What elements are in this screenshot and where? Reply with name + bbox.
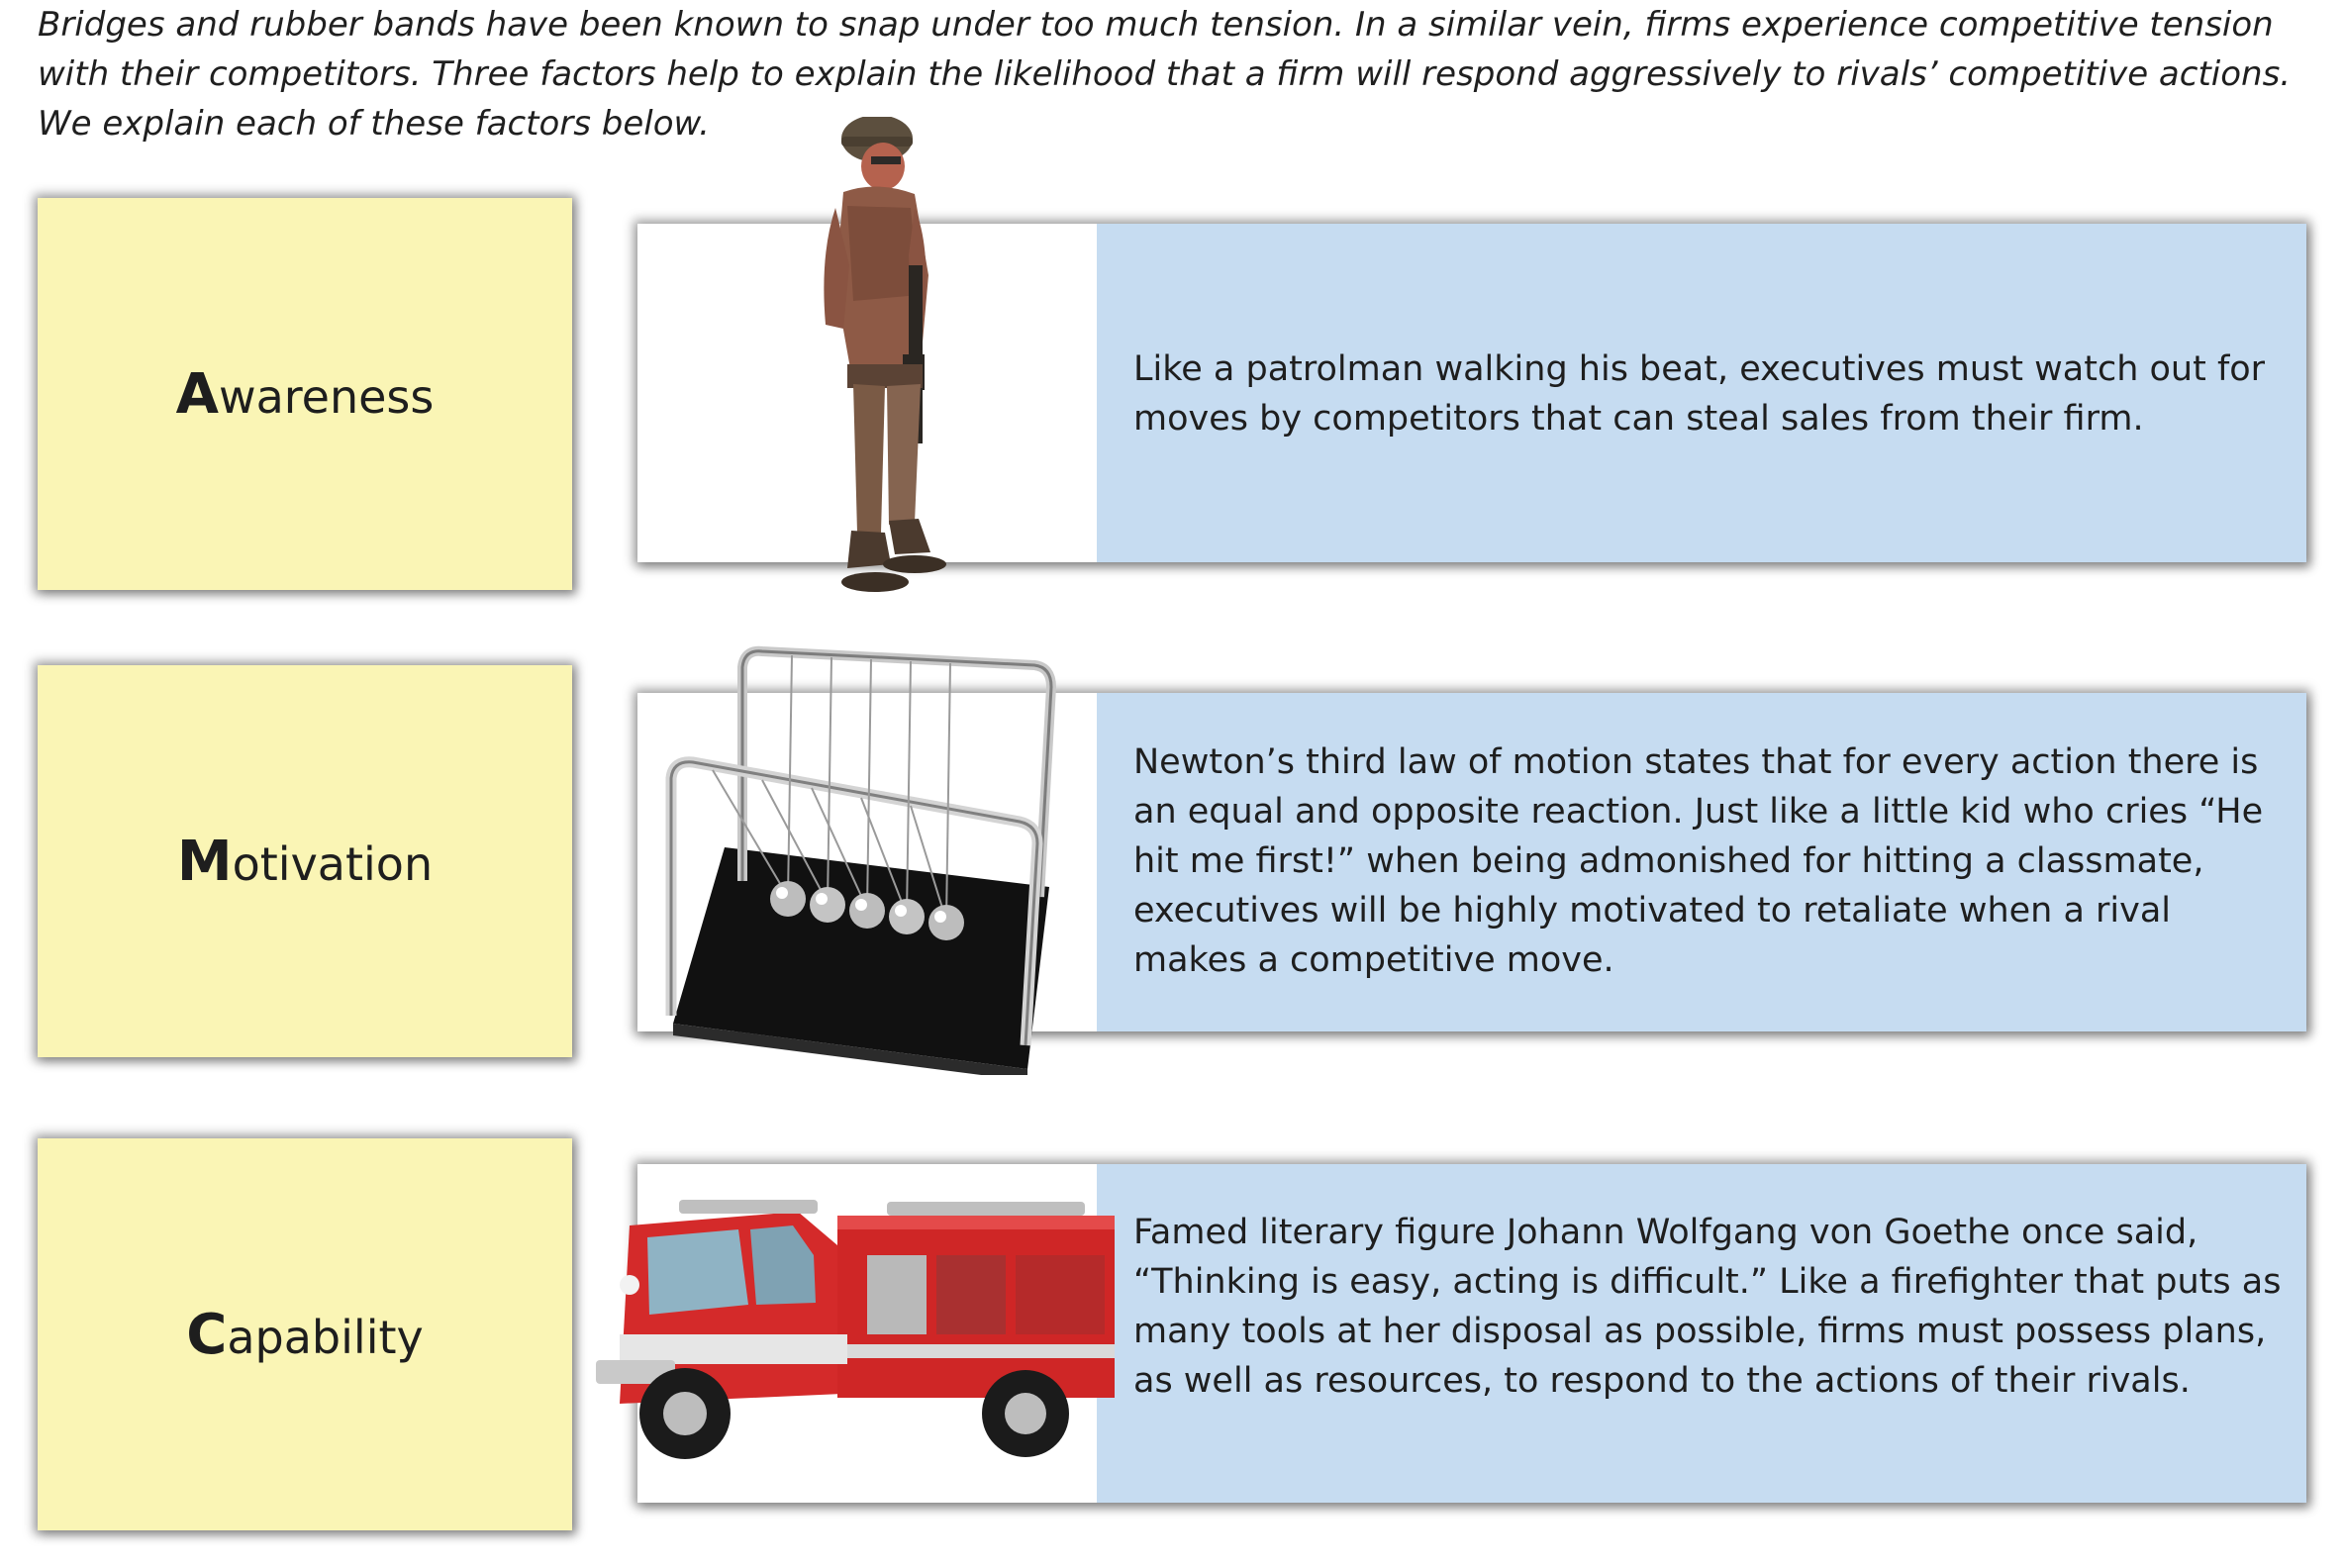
factor-rest: wareness (218, 369, 435, 424)
factor-box-capability (38, 1138, 572, 1530)
factor-rest: otivation (232, 836, 434, 891)
newtons-cradle-icon (653, 639, 1059, 1075)
description-motivation: Newton’s third law of motion states that for every action there is an equal and opposite reaction. Just like a little kid who cries “He hit me first!” when being admonished for hitting a classmate, executives will be highly motivated to retaliate when a rival makes a competitive move. (1133, 742, 2264, 980)
factor-box-awareness (38, 198, 572, 590)
factor-rest: apability (227, 1310, 424, 1364)
fire-truck-icon (590, 1186, 1124, 1473)
factor-label-motivation (177, 830, 433, 894)
factor-initial: M (176, 829, 233, 894)
description-awareness: Like a patrolman walking his beat, executives must watch out for moves by competitors that can steal sales from their firm. (1133, 349, 2266, 439)
factor-initial: A (175, 361, 219, 427)
soldier-icon (792, 117, 980, 617)
factor-label-awareness (176, 362, 435, 427)
intro-text: Bridges and rubber bands have been known to snap under too much tension. In a similar vein, firms experience competitive tension with their competitors. Three factors help to explain the likelihood that a firm will respond aggressively to rivals’ competitive actions. We explain each of these factors below. (38, 5, 2292, 144)
factor-label-capability (186, 1303, 423, 1367)
description-capability: Famed literary figure Johann Wolfgang von Goethe once said, “Thinking is easy, acting is difficult.” Like a firefighter that puts as many tools at her disposal as possible, firms must possess plans, as well as resources, to respond to the actions of their rivals. (1133, 1213, 2282, 1401)
factor-initial: C (186, 1302, 228, 1367)
factor-box-motivation (38, 665, 572, 1057)
